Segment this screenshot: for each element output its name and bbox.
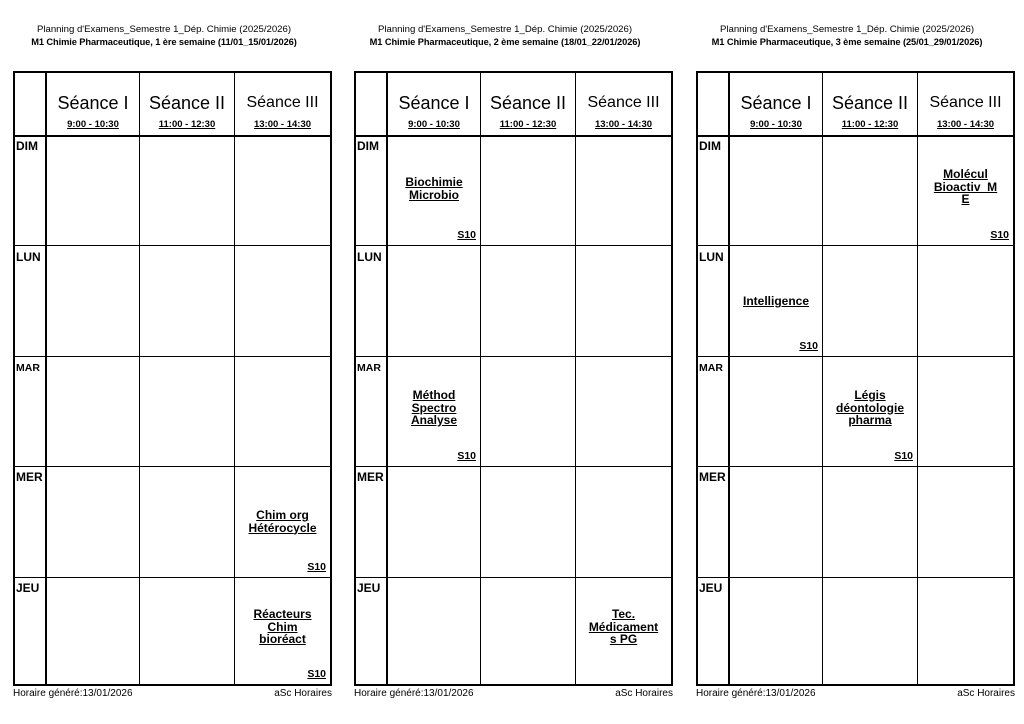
day-label-lun: LUN <box>699 250 724 264</box>
footer-brand: aSc Horaires <box>615 688 673 699</box>
session-header-1 <box>730 73 822 135</box>
day-label-mer: MER <box>699 470 726 484</box>
exam-room: S10 <box>457 229 476 241</box>
grid-line <box>356 245 671 246</box>
exam-room: S10 <box>990 229 1009 241</box>
session-time: 9:00 - 10:30 <box>408 119 460 130</box>
day-label-lun: LUN <box>16 250 41 264</box>
exam-course: Molécul Bioactiv_M E <box>933 167 998 206</box>
session-label: Séance I <box>740 93 812 113</box>
grid-line <box>480 73 481 684</box>
sheet-title: Planning d'Examens_Semestre 1_Dép. Chimie (2025/2026) <box>719 24 975 35</box>
footer-generated: Horaire généré:13/01/2026 <box>696 688 816 699</box>
exam-cell[interactable] <box>388 136 480 245</box>
grid-line <box>728 73 730 684</box>
timetable-grid <box>13 71 332 686</box>
day-label-mar: MAR <box>699 362 723 374</box>
grid-line <box>139 73 140 684</box>
day-label-dim: DIM <box>357 139 379 153</box>
session-time: 13:00 - 14:30 <box>253 119 312 130</box>
session-label: Séance III <box>929 94 1002 111</box>
session-label: Séance II <box>831 93 909 113</box>
session-time: 9:00 - 10:30 <box>67 119 119 130</box>
exam-cell[interactable] <box>918 136 1013 245</box>
grid-line <box>15 245 330 246</box>
session-header-1 <box>47 73 139 135</box>
sheet-subtitle: M1 Chimie Pharmaceutique, 3 ème semaine (25/01_29/01/2026) <box>711 37 983 47</box>
footer-brand: aSc Horaires <box>957 688 1015 699</box>
exam-cell[interactable] <box>576 578 671 684</box>
grid-line <box>15 356 330 357</box>
exam-cell[interactable] <box>730 246 822 356</box>
grid-line <box>698 466 1013 467</box>
session-header-3 <box>918 73 1013 135</box>
grid-line <box>698 577 1013 578</box>
exam-room: S10 <box>307 668 326 680</box>
day-label-mer: MER <box>357 470 384 484</box>
sheet-subtitle: M1 Chimie Pharmaceutique, 1 ère semaine (11/01_15/01/2026) <box>31 37 297 47</box>
sheet-title: Planning d'Examens_Semestre 1_Dép. Chimie (2025/2026) <box>36 24 292 35</box>
grid-line <box>15 135 330 137</box>
session-label: Séance I <box>398 93 470 113</box>
session-label: Séance I <box>57 93 129 113</box>
footer-generated: Horaire généré:13/01/2026 <box>354 688 474 699</box>
day-label-mar: MAR <box>16 362 40 374</box>
session-header-2 <box>140 73 234 135</box>
exam-course: Tec. Médicament s PG <box>588 607 659 646</box>
session-header-2 <box>823 73 917 135</box>
footer-generated: Horaire généré:13/01/2026 <box>13 688 133 699</box>
session-header-2 <box>481 73 575 135</box>
day-label-jeu: JEU <box>16 581 40 595</box>
session-label: Séance II <box>148 93 226 113</box>
session-label: Séance III <box>587 94 660 111</box>
timetable-week-1 <box>0 0 332 724</box>
session-label: Séance III <box>246 94 319 111</box>
grid-line <box>356 466 671 467</box>
exam-cell[interactable] <box>823 357 917 466</box>
day-label-dim: DIM <box>699 139 721 153</box>
session-label: Séance II <box>489 93 567 113</box>
day-label-dim: DIM <box>16 139 38 153</box>
exam-cell[interactable] <box>388 357 480 466</box>
sheet-title: Planning d'Examens_Semestre 1_Dép. Chimie (2025/2026) <box>377 24 633 35</box>
session-time: 11:00 - 12:30 <box>841 119 899 130</box>
timetable-week-2 <box>341 0 673 724</box>
timetable-grid <box>696 71 1015 686</box>
exam-course: Chim org Hétérocycle <box>248 508 317 535</box>
footer-brand: aSc Horaires <box>274 688 332 699</box>
exam-course: Intelligence <box>742 294 810 308</box>
exam-course: Légis déontologie pharma <box>836 388 904 427</box>
exam-room: S10 <box>894 450 913 462</box>
exam-course: Biochimie Microbio <box>405 175 463 202</box>
exam-room: S10 <box>457 450 476 462</box>
exam-room: S10 <box>799 340 818 352</box>
exam-course: Réacteurs Chim bioréact <box>253 607 312 646</box>
session-header-1 <box>388 73 480 135</box>
session-time: 11:00 - 12:30 <box>158 119 216 130</box>
grid-line <box>45 73 47 684</box>
day-label-mer: MER <box>16 470 43 484</box>
session-header-3 <box>576 73 671 135</box>
timetable-week-3 <box>683 0 1015 724</box>
session-time: 9:00 - 10:30 <box>750 119 802 130</box>
timetable-grid <box>354 71 673 686</box>
exam-cell[interactable] <box>235 578 330 684</box>
session-time: 13:00 - 14:30 <box>594 119 653 130</box>
day-label-mar: MAR <box>357 362 381 374</box>
exam-room: S10 <box>307 561 326 573</box>
exam-course: Méthod Spectro Analyse <box>410 388 458 427</box>
session-header-3 <box>235 73 330 135</box>
session-time: 13:00 - 14:30 <box>936 119 995 130</box>
day-label-jeu: JEU <box>357 581 381 595</box>
day-label-lun: LUN <box>357 250 382 264</box>
day-label-jeu: JEU <box>699 581 723 595</box>
session-time: 11:00 - 12:30 <box>499 119 557 130</box>
exam-cell[interactable] <box>235 467 330 577</box>
sheet-subtitle: M1 Chimie Pharmaceutique, 2 ème semaine (18/01_22/01/2026) <box>369 37 641 47</box>
